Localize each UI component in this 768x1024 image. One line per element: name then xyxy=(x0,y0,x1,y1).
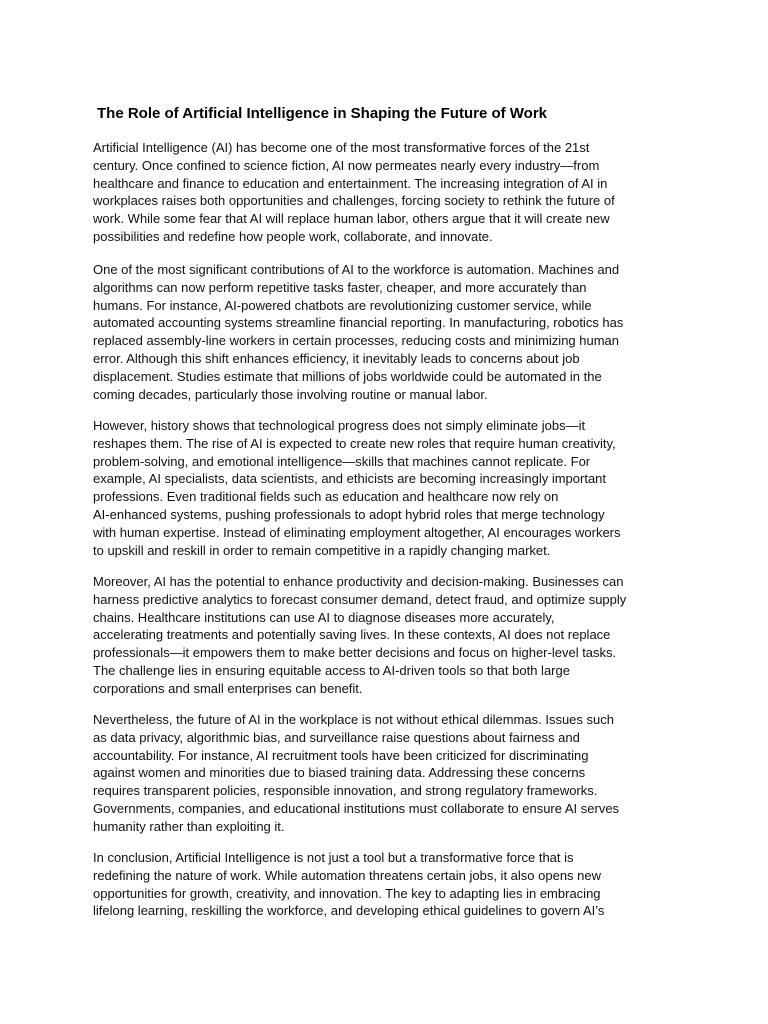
text-line: requires transparent policies, responsible innovation, and strong regulatory frameworks. xyxy=(93,783,598,799)
text-line: lifelong learning, reskilling the workforce, and developing ethical guidelines to govern AI’s xyxy=(93,903,605,919)
text-line: coming decades, particularly those involving routine or manual labor. xyxy=(93,386,488,402)
text-line: redefining the nature of work. While automation threatens certain jobs, it also opens new xyxy=(93,867,602,883)
text-line: algorithms can now perform repetitive tasks faster, cheaper, and more accurately than xyxy=(93,279,587,295)
text-line: reshapes them. The rise of AI is expected to create new roles that require human creativity, xyxy=(93,435,616,451)
paragraph xyxy=(93,139,678,246)
text-line: However, history shows that technological progress does not simply eliminate jobs—it xyxy=(93,418,586,433)
text-line: chains. Healthcare institutions can use AI to diagnose diseases more accurately, xyxy=(93,609,555,625)
text-line: humanity rather than exploiting it. xyxy=(93,818,285,834)
text-line: replaced assembly-line workers in certain processes, reducing costs and minimizing human xyxy=(93,333,620,349)
text-line: humans. For instance, AI-powered chatbots are revolutionizing customer service, while xyxy=(93,297,592,313)
text-line: healthcare and finance to education and entertainment. The increasing integration of AI in xyxy=(93,175,608,191)
text-line: accelerating treatments and potentially saving lives. In these contexts, AI does not replace xyxy=(93,627,611,643)
text-line: work. While some fear that AI will replace human labor, others argue that it will create new xyxy=(93,211,610,227)
text-line: corporations and small enterprises can benefit. xyxy=(93,680,363,696)
paragraph xyxy=(93,261,678,403)
paragraph xyxy=(93,849,678,920)
text-line: example, AI specialists, data scientists, and ethicists are becoming increasingly important xyxy=(93,471,607,487)
paragraph xyxy=(93,711,678,836)
text-line: AI-enhanced systems, pushing professionals to adopt hybrid roles that merge technology xyxy=(93,506,605,522)
text-line: harness predictive analytics to forecast consumer demand, detect fraud, and optimize supply xyxy=(93,591,627,607)
text-line: error. Although this shift enhances efficiency, it inevitably leads to concerns about job xyxy=(93,350,580,366)
document-title: The Role of Artificial Intelligence in Shaping the Future of Work xyxy=(97,105,548,122)
text-line: workplaces raises both opportunities and challenges, forcing society to rethink the future of xyxy=(93,193,615,209)
text-line: professions. Even traditional fields such as education and healthcare now rely on xyxy=(93,489,559,505)
text-line: to upskill and reskill in order to remain competitive in a rapidly changing market. xyxy=(93,542,551,558)
text-line: One of the most significant contributions of AI to the workforce is automation. Machines and xyxy=(93,262,620,277)
text-line: as data privacy, algorithmic bias, and surveillance raise questions about fairness and xyxy=(93,729,580,745)
text-line: with human expertise. Instead of eliminating employment altogether, AI encourages workers xyxy=(93,524,621,540)
text-line: against women and minorities due to biased training data. Addressing these concerns xyxy=(93,765,586,781)
text-line: automated accounting systems streamline financial reporting. In manufacturing, robotics has xyxy=(93,315,624,331)
text-line: Artificial Intelligence (AI) has become one of the most transformative forces of the 21st xyxy=(93,140,590,155)
text-line: The challenge lies in ensuring equitable access to AI-driven tools so that both large xyxy=(93,662,570,678)
text-line: century. Once confined to science fiction, AI now permeates nearly every industry—from xyxy=(93,157,600,173)
text-line: opportunities for growth, creativity, and innovation. The key to adapting lies in embracing xyxy=(93,885,601,901)
text-line: problem-solving, and emotional intelligence—skills that machines cannot replicate. For xyxy=(93,453,591,469)
text-line: displacement. Studies estimate that millions of jobs worldwide could be automated in the xyxy=(93,368,602,384)
text-line: In conclusion, Artificial Intelligence is not just a tool but a transformative force that is xyxy=(93,850,574,865)
text-line: possibilities and redefine how people work, collaborate, and innovate. xyxy=(93,228,493,244)
paragraph xyxy=(93,417,678,559)
text-line: professionals—it empowers them to make better decisions and focus on higher-level tasks. xyxy=(93,645,617,661)
text-line: Nevertheless, the future of AI in the workplace is not without ethical dilemmas. Issues such xyxy=(93,712,614,727)
text-line: Moreover, AI has the potential to enhance productivity and decision-making. Businesses can xyxy=(93,574,624,589)
paragraph xyxy=(93,573,678,698)
text-line: accountability. For instance, AI recruitment tools have been criticized for discriminating xyxy=(93,747,589,763)
text-line: Governments, companies, and educational institutions must collaborate to ensure AI serves xyxy=(93,800,620,816)
